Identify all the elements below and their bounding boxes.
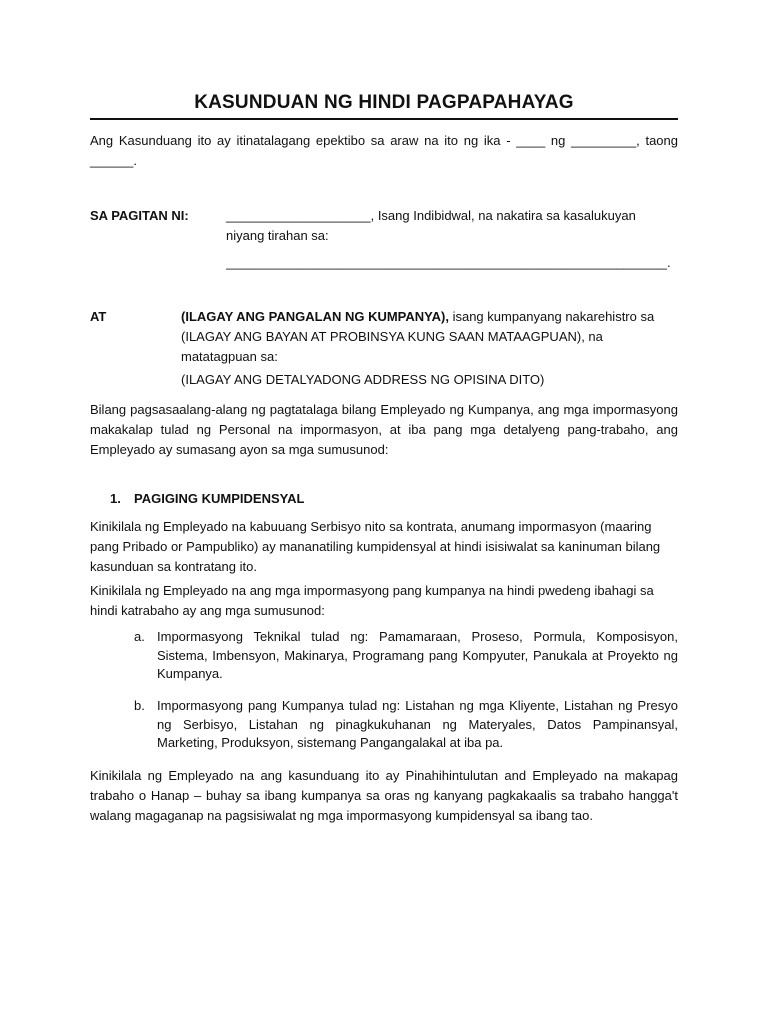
section-1-paragraph-2: Kinikilala ng Empleyado na ang mga impormasyong pang kumpanya na hindi pwedeng ibahagi sa hindi katrabaho ay ang mga sumusunod: — [90, 583, 654, 618]
list-item-a — [134, 628, 678, 684]
and-label: AT — [90, 309, 107, 324]
company-party-text — [181, 307, 671, 367]
between-party-text: ____________________, Isang Indibidwal, na nakatira sa kasalukuyan niyang tirahan sa: — [226, 208, 636, 243]
list-marker-a: a. — [134, 629, 145, 644]
list-marker-b: b. — [134, 698, 145, 713]
document-title: KASUNDUAN NG HINDI PAGPAPAHAYAG — [194, 92, 574, 113]
title-underline — [90, 118, 678, 120]
list-item-b-text: Impormasyong pang Kumpanya tulad ng: Listahan ng mga Kliyente, Listahan ng Presyo ng Serbisyo, Listahan ng pinagkukuhanan ng Materyales, Datos Pampinansyal, Marketing, Produksyon, sistemang Pangangalakal at iba pa. — [157, 698, 678, 750]
section-1-number: 1. — [110, 491, 121, 506]
list-item-a-text: Impormasyong Teknikal tulad ng: Pamamaraan, Proseso, Pormula, Komposisyon, Sistema, Imbensyon, Makinarya, Programang pang Kompyuter, Panukala at Proyekto ng Kumpanya. — [157, 629, 678, 681]
between-label: SA PAGITAN NI: — [90, 208, 189, 223]
list-item-b — [134, 697, 678, 753]
section-1-title: PAGIGING KUMPIDENSYAL — [134, 491, 305, 506]
section-1-heading — [110, 489, 304, 509]
company-description: isang kumpanyang nakarehistro sa (ILAGAY ANG BAYAN AT PROBINSYA KUNG SAAN MATAAGPUAN), na matatagpuan sa: — [181, 309, 655, 364]
consideration-paragraph: Bilang pagsasaalang-alang ng pagtatalaga bilang Empleyado ng Kumpanya, ang mga impormasyong makakalap tulad ng Personal na impormasyon, at iba pang mga detalyeng pang-trabaho, ang Empleyado ay sumasang ayon sa mga sumusunod: — [90, 402, 678, 457]
company-address-placeholder: (ILAGAY ANG DETALYADONG ADDRESS NG OPISINA DITO) — [181, 372, 545, 387]
section-1-paragraph-3: Kinikilala ng Empleyado na ang kasunduang ito ay Pinahihintulutan and Empleyado na makapag trabaho o Hanap – buhay sa ibang kumpanya sa oras ng kanyang pagkakaalis sa trabaho hangga't walang magaganap na pagsisiwalat ng mga impormasyong kumpidensyal sa ibang tao. — [90, 768, 678, 823]
intro-paragraph: Ang Kasunduang ito ay itinatalagang epektibo sa araw na ito ng ika - ____ ng _________, taong ______. — [90, 133, 678, 168]
section-1-paragraph-1: Kinikilala ng Empleyado na kabuuang Serbisyo nito sa kontrata, anumang impormasyon (maaring pang Pribado or Pampubliko) ay mananatiling kumpidensyal at hindi isisiwalat sa kaninuman bilang kasunduan sa kontratang ito. — [90, 519, 661, 574]
between-address-line: _____________________________________________________________. — [226, 255, 671, 270]
company-name-placeholder: (ILAGAY ANG PANGALAN NG KUMPANYA), — [181, 309, 449, 324]
